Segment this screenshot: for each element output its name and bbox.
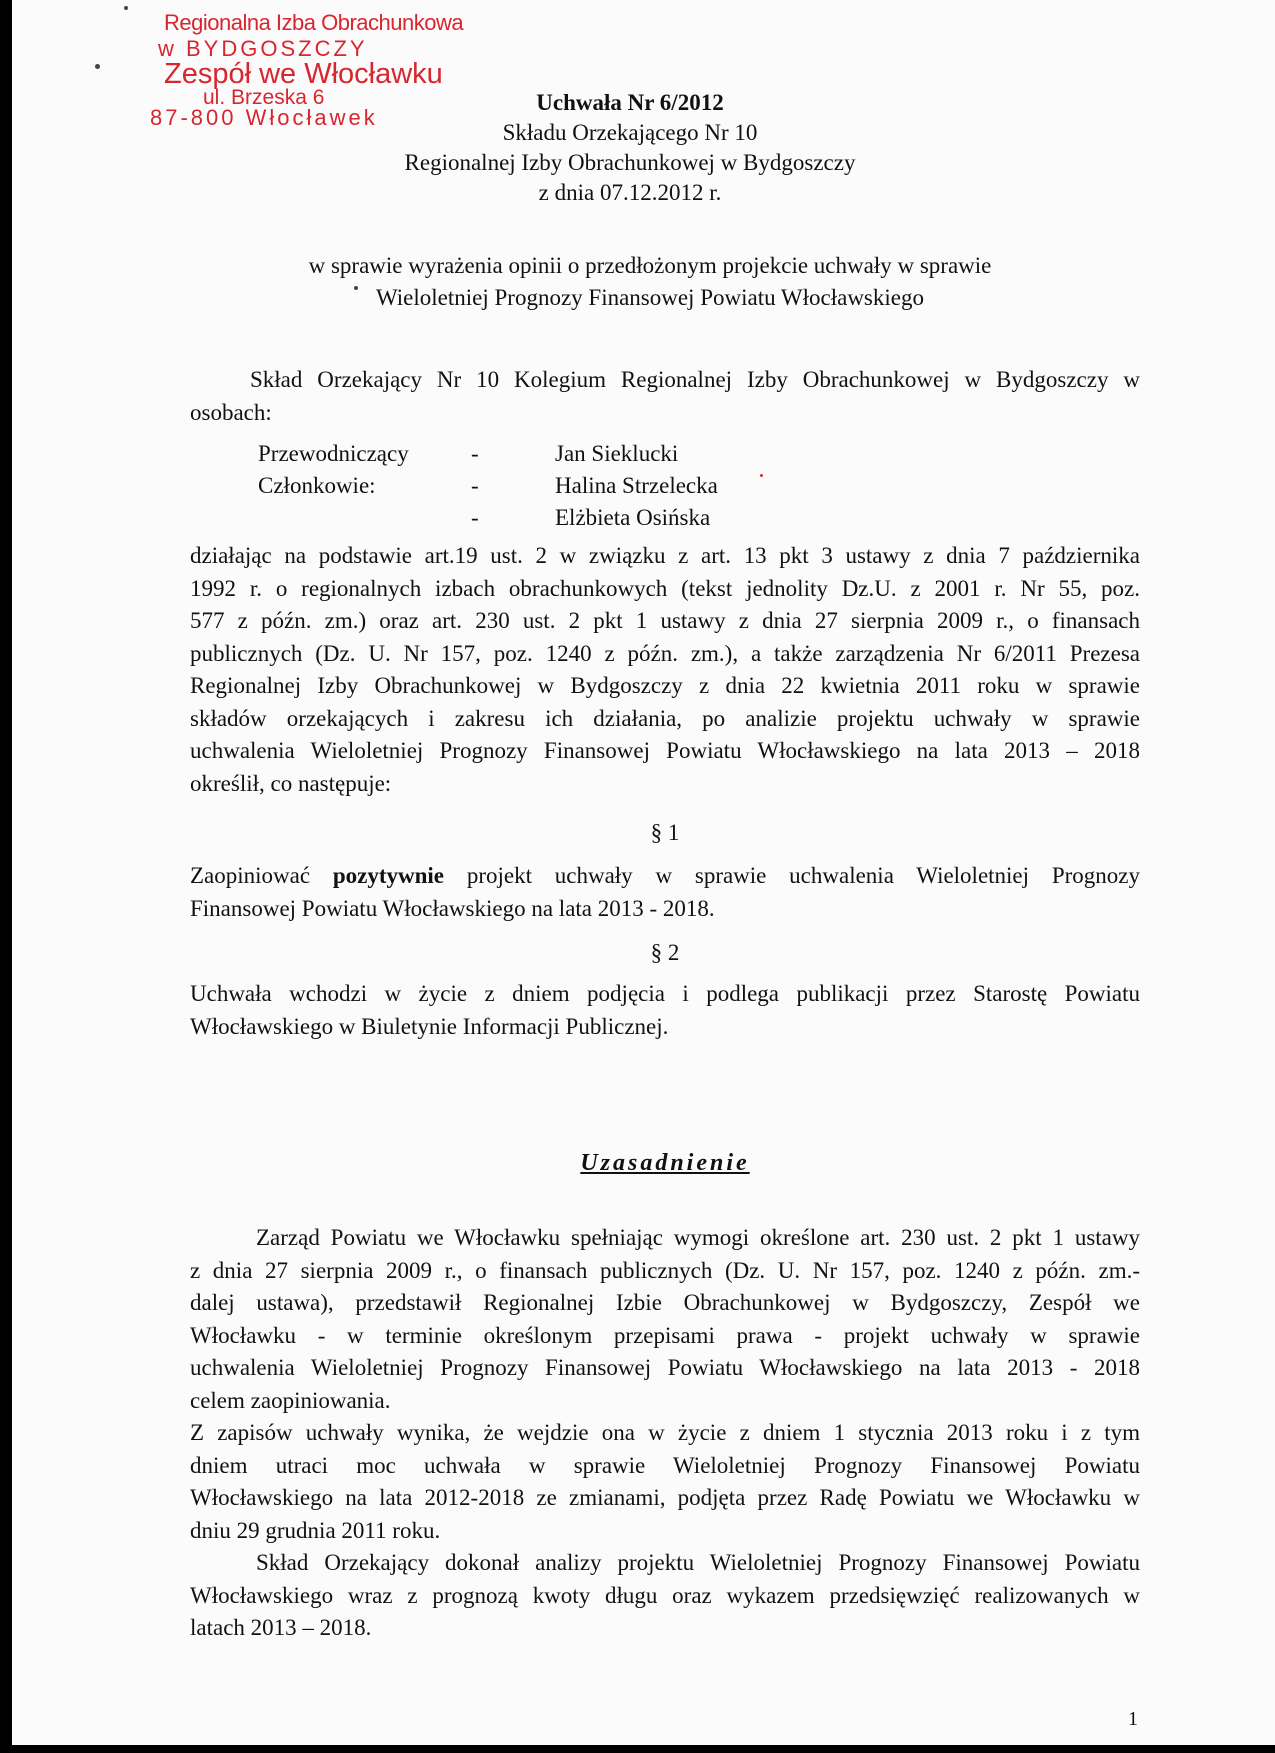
intro-line-1: Skład Orzekający Nr 10 Kolegium Regionalnej Izby Obrachunkowej w Bydgoszczy w	[250, 367, 1140, 392]
justification-line: Włocławskiego na lata 2012-2018 ze zmianami, podjęta przez Radę Powiatu we Włocławku w	[190, 1485, 1140, 1510]
justification-line: Skład Orzekający dokonał analizy projektu Wieloletniej Prognozy Finansowej Powiatu	[256, 1550, 1140, 1575]
scan-speck	[124, 6, 128, 10]
member-dash: -	[471, 441, 479, 466]
justification-line: Zarząd Powiatu we Włocławku spełniając wymogi określone art. 230 ust. 2 pkt 1 ustawy	[256, 1225, 1140, 1250]
justification-line: dniem utraci moc uchwała w sprawie Wieloletniej Prognozy Finansowej Powiatu	[190, 1452, 1140, 1478]
scan-speck	[95, 64, 100, 69]
justification-paragraph-3	[190, 1547, 1140, 1645]
resolution-title: Uchwała Nr 6/2012	[536, 90, 724, 115]
basis-line: publicznych (Dz. U. Nr 157, poz. 1240 z późn. zm.), a także zarządzenia Nr 6/2011 Prezesa	[190, 640, 1140, 666]
section-1-mark: § 1	[650, 820, 680, 845]
section-1-paragraph	[190, 860, 1140, 925]
basis-line-last: określił, co następuje:	[190, 770, 392, 796]
member-role: Przewodniczący	[258, 441, 409, 466]
scan-speck	[354, 286, 358, 290]
intro-paragraph	[190, 364, 1140, 429]
justification-line: z dnia 27 sierpnia 2009 r., o finansach publicznych (Dz. U. Nr 157, poz. 1240 z późn. zm.-	[190, 1257, 1140, 1283]
justification-line: uchwalenia Wieloletniej Prognozy Finansowej Powiatu Włocławskiego na lata 2013 - 2018	[190, 1355, 1140, 1380]
stamp-line-3: Zespół we Włocławku	[164, 58, 443, 90]
justification-line: Z zapisów uchwały wynika, że wejdzie ona w życie z dniem 1 stycznia 2013 roku i z tym	[190, 1420, 1140, 1445]
section-1-text-rest: projekt uchwały w sprawie uchwalenia Wieloletniej Prognozy	[444, 863, 1140, 888]
section-1-bold: pozytywnie	[332, 863, 445, 888]
page-number: 1	[1128, 1708, 1138, 1730]
basis-line: 1992 r. o regionalnych izbach obrachunkowych (tekst jednolity Dz.U. z 2001 r. Nr 55, poz.	[190, 575, 1140, 601]
scan-speck	[760, 474, 763, 477]
section-2-paragraph	[190, 978, 1140, 1043]
section-2-line-1: Uchwała wchodzi w życie z dniem podjęcia i podlega publikacji przez Starostę Powiatu	[190, 981, 1140, 1006]
header-line-3: Regionalnej Izby Obrachunkowej w Bydgoszczy	[404, 150, 856, 175]
section-2-mark: § 2	[650, 940, 680, 965]
justification-line-last: dniu 29 grudnia 2011 roku.	[190, 1517, 441, 1543]
basis-line: Regionalnej Izby Obrachunkowej w Bydgoszczy z dnia 22 kwietnia 2011 roku w sprawie	[190, 673, 1140, 698]
resolution-header	[330, 88, 930, 208]
stamp-line-4: ul. Brzeska 6	[203, 86, 325, 109]
justification-heading-text: Uzasadnienie	[580, 1150, 750, 1176]
section-1-line-1	[190, 860, 1140, 893]
stamp-line-2: w BYDGOSZCZY	[158, 36, 368, 61]
resolution-subject	[230, 250, 1070, 314]
section-1-text: Zaopiniować	[190, 863, 333, 888]
header-line-2: Składu Orzekającego Nr 10	[502, 120, 758, 145]
stamp-line-5: 87-800 Włocławek	[150, 105, 378, 130]
basis-line: uchwalenia Wieloletniej Prognozy Finansowej Powiatu Włocławskiego na lata 2013 – 2018	[190, 738, 1140, 763]
intro-line-2: osobach:	[190, 399, 272, 425]
member-name: Elżbieta Osińska	[555, 505, 711, 530]
justification-heading	[190, 1150, 1140, 1177]
basis-line: składów orzekających i zakresu ich działania, po analizie projektu uchwały w sprawie	[190, 705, 1140, 731]
justification-line: Włocławku - w terminie określonym przepisami prawa - projekt uchwały w sprawie	[190, 1322, 1140, 1348]
section-1-line-2: Finansowej Powiatu Włocławskiego na lata 2013 - 2018.	[190, 895, 715, 921]
subject-line-1: w sprawie wyrażenia opinii o przedłożonym projekcie uchwały w sprawie	[308, 253, 992, 278]
justification-paragraph-2	[190, 1417, 1140, 1547]
justification-line: dalej ustawa), przedstawił Regionalnej Izbie Obrachunkowej w Bydgoszczy, Zespół we	[190, 1290, 1140, 1315]
member-name: Halina Strzelecka	[555, 473, 718, 498]
basis-line: działając na podstawie art.19 ust. 2 w związku z art. 13 pkt 3 ustawy z dnia 7 października	[190, 543, 1140, 568]
subject-line-2: Wieloletniej Prognozy Finansowej Powiatu Włocławskiego	[375, 285, 924, 310]
justification-line-last: latach 2013 – 2018.	[190, 1615, 372, 1640]
member-dash: -	[471, 473, 479, 498]
legal-basis-paragraph	[190, 540, 1140, 800]
stamp-line-1: Regionalna Izba Obrachunkowa	[164, 10, 464, 35]
member-dash: -	[471, 505, 479, 530]
justification-line-last: celem zaopiniowania.	[190, 1387, 391, 1413]
justification-paragraph-1	[190, 1222, 1140, 1417]
basis-line: 577 z późn. zm.) oraz art. 230 ust. 2 pkt 1 ustawy z dnia 27 sierpnia 2009 r., o finansach	[190, 608, 1140, 633]
justification-line: Włocławskiego wraz z prognozą kwoty długu oraz wykazem przedsięwzięć realizowanych w	[190, 1582, 1140, 1608]
header-date: z dnia 07.12.2012 r.	[538, 180, 722, 205]
section-2-line-2: Włocławskiego w Biuletynie Informacji Publicznej.	[190, 1013, 669, 1039]
member-role: Członkowie:	[258, 473, 376, 498]
member-name: Jan Sieklucki	[555, 441, 679, 466]
